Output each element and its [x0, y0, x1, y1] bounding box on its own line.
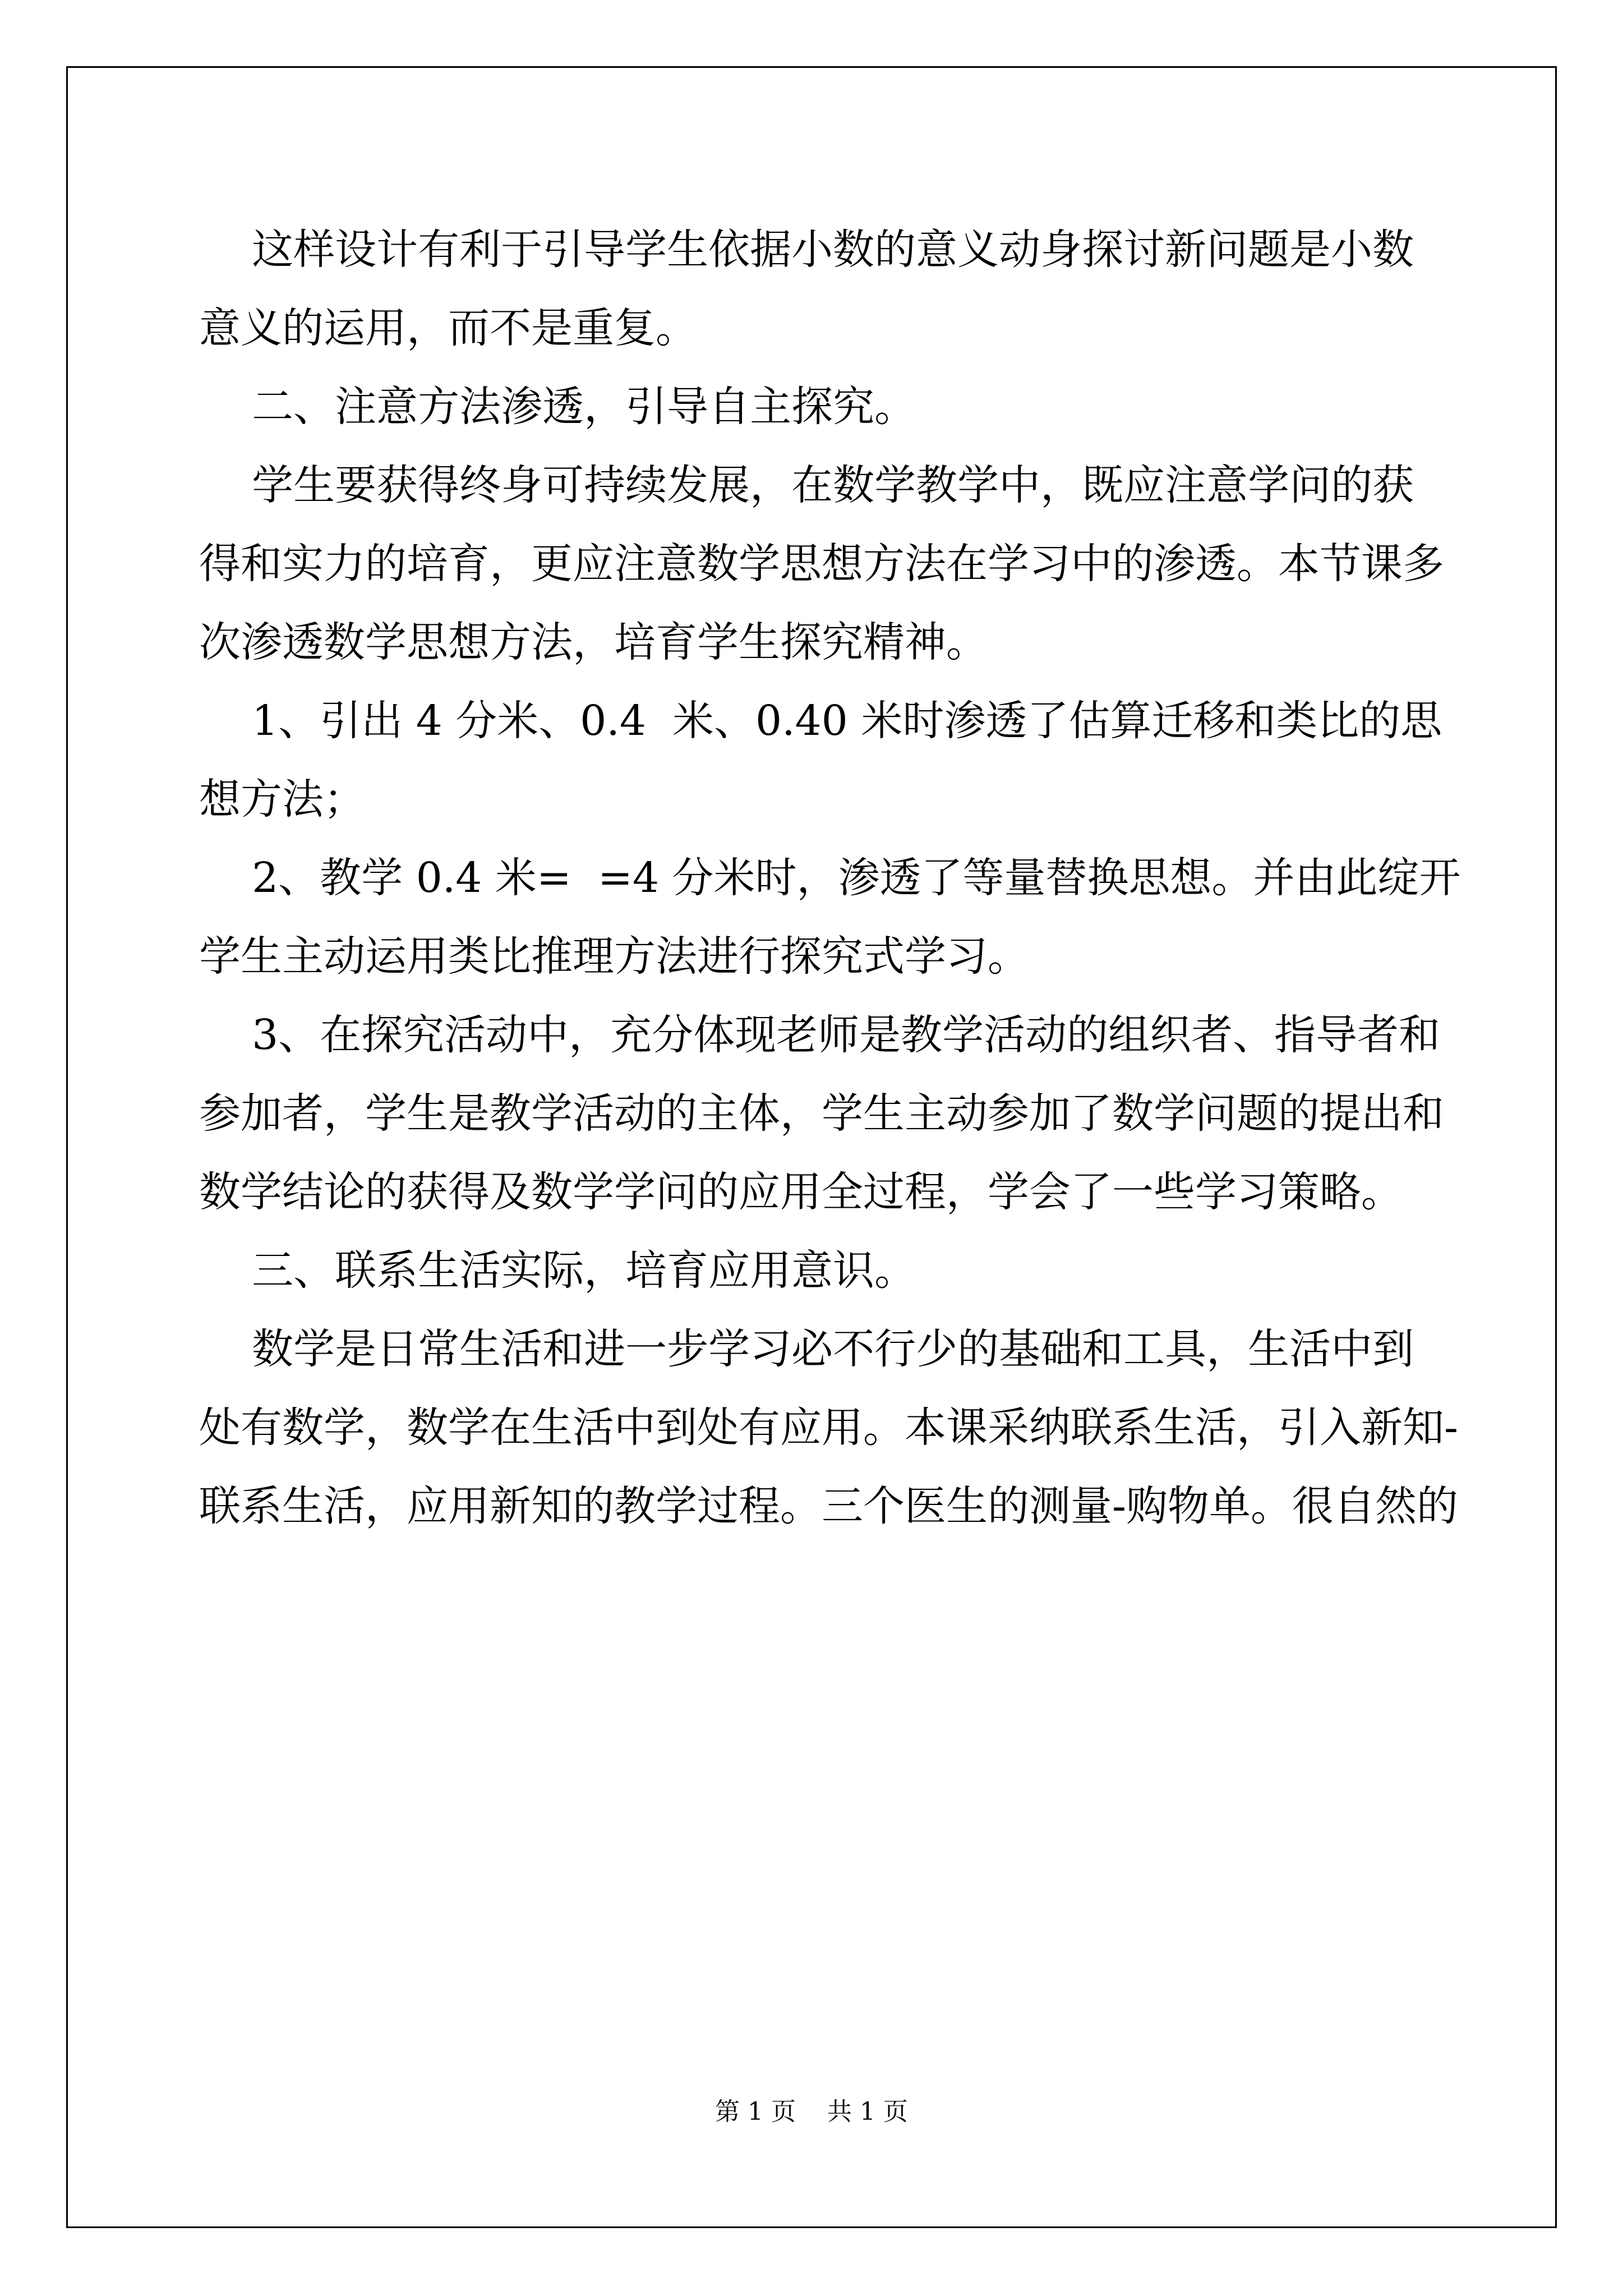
text-line: 1、引出 4 分米、0.4 米、0.40 米时渗透了估算迁移和类比的思 — [199, 697, 1442, 745]
section-heading: 二、注意方法渗透，引导自主探究。 — [199, 383, 916, 431]
page-footer: 第 1 页 共 1 页 — [715, 2097, 908, 2126]
text-line: 意义的运用，而不是重复。 — [199, 304, 697, 352]
text-line: 次渗透数学思想方法，培育学生探究精神。 — [199, 618, 988, 666]
text-line: 这样设计有利于引导学生依据小数的意义动身探讨新问题是小数 — [199, 226, 1414, 274]
text-line: 想方法； — [199, 775, 365, 823]
text-line: 学生主动运用类比推理方法进行探究式学习。 — [199, 932, 1029, 981]
text-line: 数学是日常生活和进一步学习必不行少的基础和工具，生活中到 — [199, 1325, 1414, 1373]
text-line: 2、教学 0.4 米= =4 分米时，渗透了等量替换思想。并由此绽开 — [199, 854, 1461, 902]
text-line: 处有数学，数学在生活中到处有应用。本课采纳联系生活，引入新知- — [199, 1404, 1459, 1452]
text-line: 数学结论的获得及数学学问的应用全过程，学会了一些学习策略。 — [199, 1168, 1403, 1216]
text-line: 得和实力的培育，更应注意数学思想方法在学习中的渗透。本节课多 — [199, 540, 1444, 588]
section-heading: 三、联系生活实际，培育应用意识。 — [199, 1246, 916, 1295]
text-line: 参加者，学生是教学活动的主体，学生主动参加了数学问题的提出和 — [199, 1089, 1444, 1138]
text-line: 联系生活，应用新知的教学过程。三个医生的测量-购物单。很自然的 — [199, 1482, 1459, 1530]
text-line: 学生要获得终身可持续发展，在数学教学中，既应注意学问的获 — [199, 461, 1414, 509]
text-line: 3、在探究活动中，充分体现老师是教学活动的组织者、指导者和 — [199, 1011, 1441, 1059]
